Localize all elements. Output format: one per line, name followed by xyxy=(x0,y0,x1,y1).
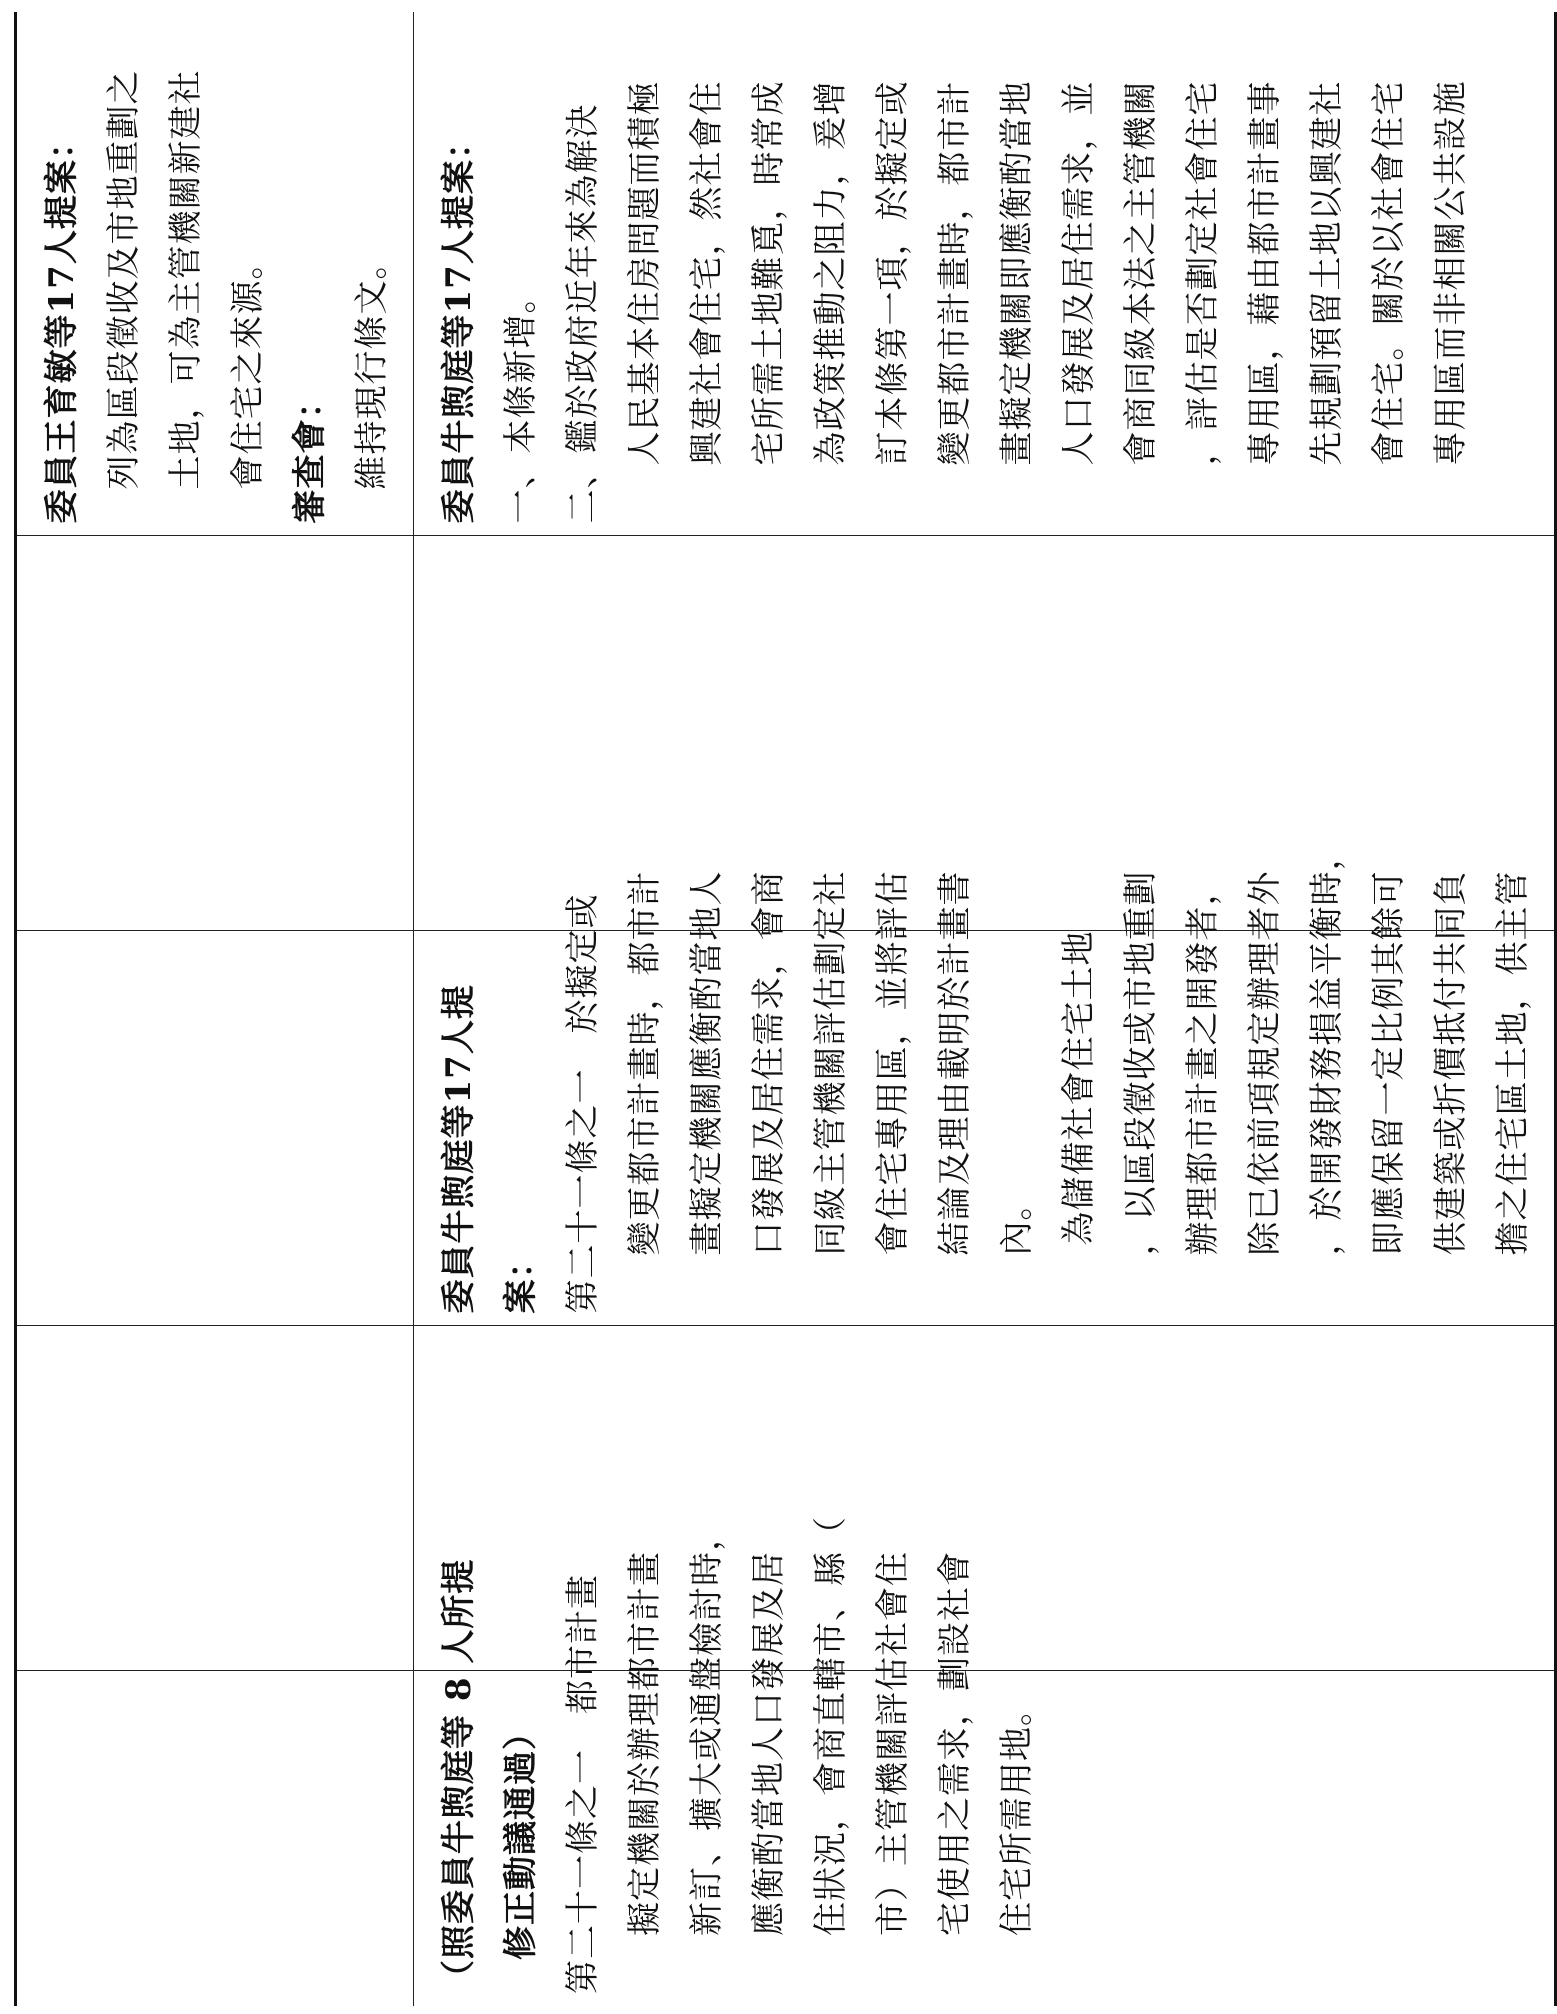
text-line: 同級主管機關評估劃定社 xyxy=(811,870,851,1256)
text-line: 新訂、擴大或通盤檢討時， xyxy=(687,1516,727,1936)
text-line: ，評估是否劃定社會住宅 xyxy=(1183,80,1223,466)
top-cell-4 xyxy=(16,536,414,931)
comparison-table xyxy=(14,12,1557,2006)
proposal-heading: 委員王育敏等17人提案： xyxy=(42,124,82,524)
text-line: 會住宅專用區，並將評估 xyxy=(873,870,913,1256)
text-line: ，於開發財務損益平衡時， xyxy=(1307,835,1347,1256)
top-cell-3 xyxy=(16,931,414,1326)
item-line: 二、鑑於政府近年來為解決 xyxy=(563,103,603,524)
top-cell-2 xyxy=(16,1326,414,1671)
top-cell-5 xyxy=(16,12,414,536)
text-line: 市）主管機關評估社會住 xyxy=(873,1551,913,1936)
review-heading: 審查會： xyxy=(290,383,330,524)
text-line: 住狀況，會商直轄市、縣（ xyxy=(811,1516,851,1936)
text-line: 宅使用之需求，劃設社會 xyxy=(935,1551,975,1936)
text-line: 會住宅。關於以社會住宅 xyxy=(1369,80,1409,466)
text-line: 人口發展及居住需求，並 xyxy=(1059,80,1099,466)
proposal-heading: 委員牛煦庭等17人提案： xyxy=(439,984,541,1314)
amendment-heading: （照委員牛煦庭等 8 人所提 xyxy=(439,1558,479,1994)
review-text: 維持現行條文。 xyxy=(352,244,392,490)
text-line: 為政策推動之阻力，爰增 xyxy=(811,80,851,466)
text-line: 結論及理由載明於計畫書 xyxy=(935,870,975,1256)
text-line: 內。 xyxy=(997,1185,1037,1256)
text-line: 會商同級本法之主管機關 xyxy=(1121,80,1161,466)
text-line: 人民基本住房問題而積極 xyxy=(625,80,665,466)
text-line: 第二十一條之一 於擬定或 xyxy=(563,893,603,1314)
text-line: 專用區，藉由都市計畫事 xyxy=(1245,80,1285,466)
text-line: 住宅所需用地。 xyxy=(997,1691,1037,1936)
text-line: 辦理都市計畫之開發者， xyxy=(1183,870,1223,1256)
proposal-heading: 委員牛煦庭等17人提案： xyxy=(439,124,479,524)
text-line: 會住宅之來源。 xyxy=(228,244,268,490)
text-line: 供建築或折價抵付共同負 xyxy=(1431,870,1471,1256)
text-line: 土地，可為主管機關新建社 xyxy=(166,69,206,490)
text-line: 畫擬定機關即應衡酌當地 xyxy=(997,80,1037,466)
text-line: 除已依前項規定辦理者外 xyxy=(1245,870,1285,1256)
item-line: 一、本條新增。 xyxy=(501,278,541,524)
text-line: 為儲備社會住宅土地 xyxy=(1059,930,1099,1246)
text-line: 應衡酌當地人口發展及居 xyxy=(749,1551,789,1936)
text-line: 變更都市計畫時，都市計 xyxy=(625,870,665,1256)
text-line: 列為區段徵收及市地重劃之 xyxy=(104,69,144,490)
amended-text-cell xyxy=(414,1516,1556,2006)
text-line: 第二十一條之一 都市計畫 xyxy=(563,1574,603,1994)
text-line: 專用區而非相關公共設施 xyxy=(1431,80,1471,466)
text-line: 即應保留一定比例其餘可 xyxy=(1369,870,1409,1256)
text-line: ，以區段徵收或市地重劃 xyxy=(1121,870,1161,1256)
table-row-bottom xyxy=(414,12,1556,2006)
text-line: 變更都市計畫時，都市計 xyxy=(935,80,975,466)
text-line: 擬定機關於辦理都市計畫 xyxy=(625,1551,665,1936)
text-line: 畫擬定機關應衡酌當地人 xyxy=(687,870,727,1256)
top-cell-1 xyxy=(16,1671,414,2006)
text-line: 興建社會住宅，然社會住 xyxy=(687,80,727,466)
amendment-heading: 修正動議通過） xyxy=(501,1715,541,1960)
table-row-top xyxy=(16,12,414,2006)
proposal-text-cell xyxy=(414,835,1556,1326)
explanation-cell xyxy=(414,12,1556,536)
text-line: 先規劃預留土地以興建社 xyxy=(1307,80,1347,466)
text-line: 擔之住宅區土地，供主管 xyxy=(1493,870,1533,1256)
text-line: 口發展及居住需求，會商 xyxy=(749,870,789,1256)
text-line: 宅所需土地難覓，時常成 xyxy=(749,80,789,466)
text-line: 訂本條第一項，於擬定或 xyxy=(873,80,913,466)
